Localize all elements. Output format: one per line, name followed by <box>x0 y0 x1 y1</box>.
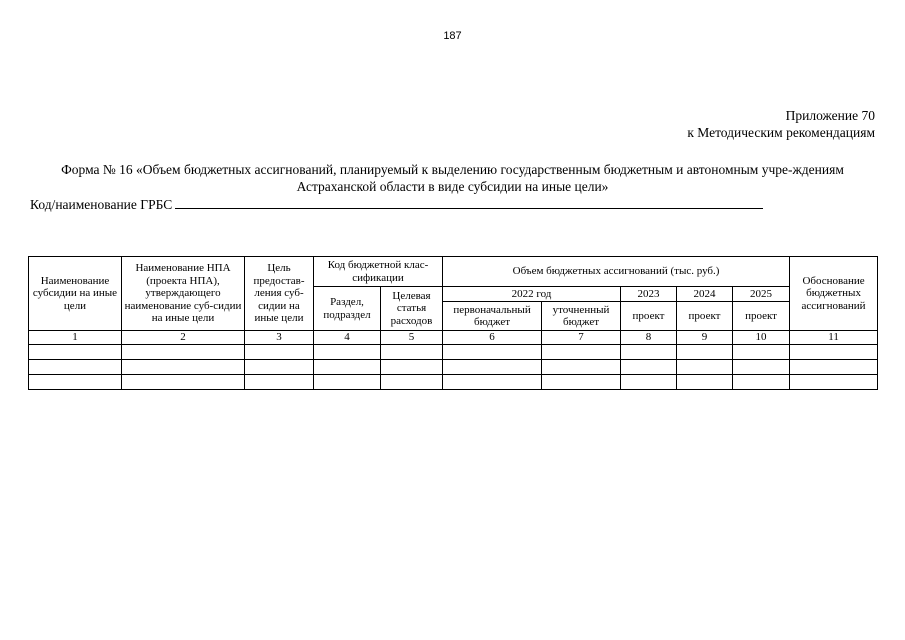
header-subsidy-goal: Цель предостав-ления суб-сидии на иные цели <box>245 257 314 331</box>
empty-cell <box>443 359 542 374</box>
empty-cell <box>542 344 621 359</box>
empty-cell <box>381 359 443 374</box>
empty-cell <box>29 344 122 359</box>
page-number: 187 <box>443 30 462 42</box>
column-number: 3 <box>245 331 314 345</box>
empty-cell <box>29 359 122 374</box>
table-row <box>29 374 878 389</box>
column-number: 5 <box>381 331 443 345</box>
empty-cell <box>381 344 443 359</box>
empty-cell <box>314 359 381 374</box>
empty-cell <box>621 374 677 389</box>
empty-cell <box>381 374 443 389</box>
empty-cell <box>790 374 878 389</box>
table-row <box>29 344 878 359</box>
grbs-label: Код/наименование ГРБС <box>30 197 173 212</box>
empty-cell <box>122 344 245 359</box>
column-number: 4 <box>314 331 381 345</box>
column-number: 6 <box>443 331 542 345</box>
header-budget-code: Код бюджетной клас-сификации <box>314 257 443 287</box>
empty-cell <box>443 374 542 389</box>
appendix-line-2: к Методическим рекомендациям <box>687 125 875 140</box>
header-section: Раздел, подраздел <box>314 287 381 331</box>
appendix-line-1: Приложение 70 <box>785 108 875 123</box>
header-target-article: Целевая статья расходов <box>381 287 443 331</box>
empty-cell <box>542 374 621 389</box>
column-number: 7 <box>542 331 621 345</box>
header-year-2025: 2025 <box>733 287 790 302</box>
header-project-2024: проект <box>677 302 733 331</box>
empty-cell <box>790 359 878 374</box>
column-number: 2 <box>122 331 245 345</box>
header-refined-budget: уточненный бюджет <box>542 302 621 331</box>
appendix-note <box>687 107 875 141</box>
header-justification: Обоснование бюджетных ассигнований <box>790 257 878 331</box>
empty-cell <box>245 359 314 374</box>
empty-cell <box>29 374 122 389</box>
column-number: 9 <box>677 331 733 345</box>
empty-cell <box>677 344 733 359</box>
empty-cell <box>733 344 790 359</box>
header-year-2022: 2022 год <box>443 287 621 302</box>
header-project-2025: проект <box>733 302 790 331</box>
empty-cell <box>621 344 677 359</box>
empty-cell <box>733 359 790 374</box>
budget-form-table <box>28 256 878 390</box>
empty-cell <box>621 359 677 374</box>
empty-cell <box>733 374 790 389</box>
empty-cell <box>122 359 245 374</box>
column-number: 1 <box>29 331 122 345</box>
empty-cell <box>542 359 621 374</box>
column-number: 11 <box>790 331 878 345</box>
header-subsidy-name: Наименование субсидии на иные цели <box>29 257 122 331</box>
table-row <box>29 359 878 374</box>
empty-cell <box>443 344 542 359</box>
empty-cell <box>790 344 878 359</box>
empty-cell <box>677 374 733 389</box>
header-project-2023: проект <box>621 302 677 331</box>
column-number: 10 <box>733 331 790 345</box>
empty-cell <box>314 344 381 359</box>
form-title: Форма № 16 «Объем бюджетных ассигнований, планируемый к выделению государственным бюджетным и автономным учре-ждениям Астраханской области в виде субсидии на иные цели» <box>61 162 844 194</box>
empty-cell <box>677 359 733 374</box>
empty-cell <box>122 374 245 389</box>
empty-cell <box>245 344 314 359</box>
grbs-fill-line <box>175 196 763 209</box>
header-year-2023: 2023 <box>621 287 677 302</box>
empty-cell <box>245 374 314 389</box>
column-number: 8 <box>621 331 677 345</box>
header-initial-budget: первоначальный бюджет <box>443 302 542 331</box>
empty-cell <box>314 374 381 389</box>
column-numbers-row <box>29 331 878 345</box>
header-budget-volume: Объем бюджетных ассигнований (тыс. руб.) <box>443 257 790 287</box>
header-year-2024: 2024 <box>677 287 733 302</box>
grbs-field <box>30 196 763 213</box>
header-npa-name: Наименование НПА (проекта НПА), утверждающего наименование суб-сидии на иные цели <box>122 257 245 331</box>
